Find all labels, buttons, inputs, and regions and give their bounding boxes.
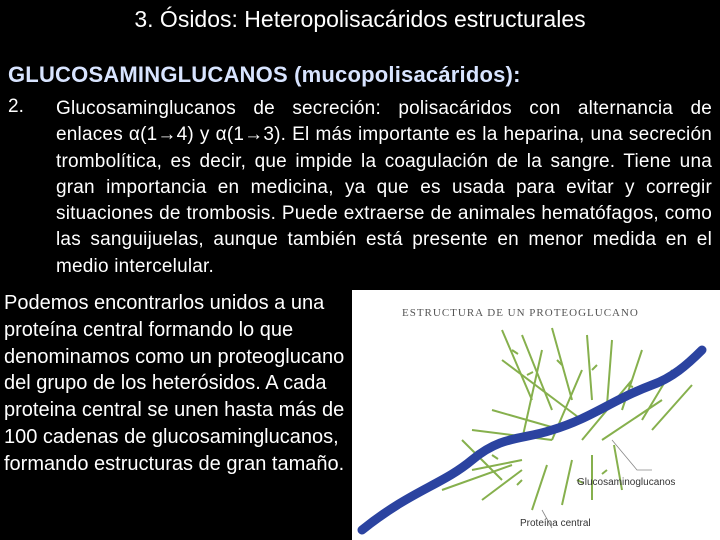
section-subtitle: GLUCOSAMINGLUCANOS (mucopolisacáridos): bbox=[8, 62, 521, 87]
core-protein bbox=[362, 350, 702, 530]
label-core-protein: Proteína central bbox=[520, 518, 591, 529]
proteoglycan-figure bbox=[352, 290, 720, 540]
list-item-text bbox=[56, 96, 712, 280]
list-item-body: : polisacáridos con alternancia de enlaces α(1→4) y α(1→3). El más importante es la heparina, una secreción trombolítica, es decir, que impide la coagulación de la sangre. Tiene una gran importancia en medicina, ya que es usada para evitar y corregir situaciones de trombosis. Puede extraerse de animales hematófagos, como las sanguijuelas, aunque también está presente en menor medida en el medio intercelular. bbox=[56, 98, 712, 277]
slide-title: 3. Ósidos: Heteropolisacáridos estructurales bbox=[134, 6, 586, 32]
proteoglycan-diagram bbox=[352, 290, 720, 540]
list-item-lead: Glucosaminglucanos de secreción bbox=[56, 98, 376, 119]
figure-heading: ESTRUCTURA DE UN PROTEOGLUCANO bbox=[402, 307, 639, 319]
label-gag: Glucosaminoglucanos bbox=[577, 477, 676, 488]
list-item-number: 2. bbox=[8, 96, 24, 117]
proteoglycan-description: Podemos encontrarlos unidos a una proteína central formando lo que denominamos como un proteoglucano del grupo de los heterósidos. A cada proteina central se unen hasta más de 100 cadenas de glucosaminglucanos, formando estructuras de gran tamaño. bbox=[4, 292, 345, 475]
